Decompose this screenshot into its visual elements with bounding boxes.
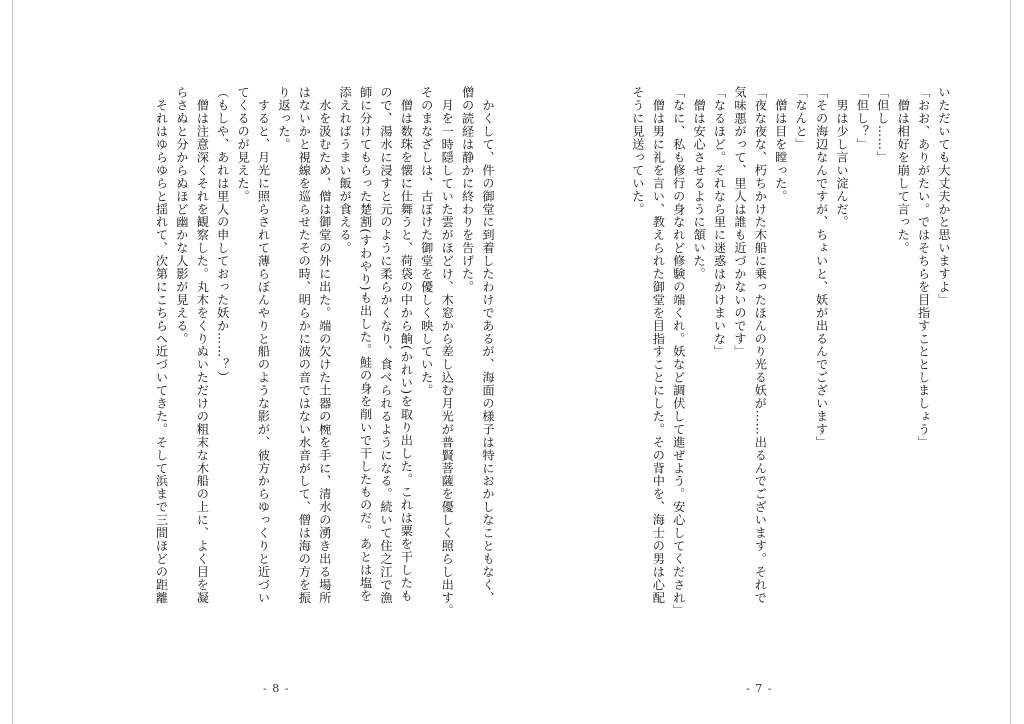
right-page [511, 0, 1010, 724]
text-line: 「なに、私も修行の身なれど修験の端くれ。妖など調伏して進ぜよう。安心してくだされ」 [671, 86, 686, 617]
text-line: 「但し？」 [855, 86, 870, 151]
text-line: り返った。 [276, 86, 291, 151]
text-line: すると、月光に照らされて薄らぼんやりと船のような影が、彼方からゆっくりと近づい [256, 86, 271, 604]
text-line: 僧は数珠を懐に仕舞うと、荷袋の中から餉(かれい)を取り出した。これは粟を干したも [399, 86, 414, 603]
text-line: 月を一時隠していた雲がほどけ、木窓から差し込む月光が普賢菩薩を優しく照らし出す。 [440, 86, 455, 617]
text-line: 「その海辺なんですが、ちょいと、妖が出るんでございます」 [814, 86, 829, 449]
text-line: 「なるほど。それなら里に迷惑はかけまいな」 [712, 86, 727, 358]
text-line: 水を汲むため、僧は御堂の外に出た。端の欠けた土器の椀を手に、清水の湧き出る場所 [317, 86, 332, 604]
text-line: 僧は男に礼を言い、教えられた御堂を目指すことにした。その背中を、海士の男は心配 [651, 86, 666, 604]
text-line: 僧は目を瞠った。 [773, 86, 788, 203]
text-line: かくして、件の御堂に到着したわけであるが、海面の様子は特におかしなこともなく、 [481, 86, 495, 604]
text-line: 気味悪がって、里人は誰も近づかないのです」 [732, 86, 747, 358]
left-page-text [151, 86, 498, 686]
text-line: それはゆらゆらと揺れて、次第にこちらへ近づいてきた。そして浜まで三間ほどの距離 [154, 86, 169, 604]
text-line: 「なんと」 [794, 86, 809, 151]
left-page [13, 0, 510, 724]
text-line: 僧は注意深くそれを観察した。丸木をくりぬいただけの粗末な木船の上に、よく目を凝 [195, 86, 210, 604]
text-line: 僧の読経は静かに終わりを告げた。 [460, 86, 475, 294]
left-page-number: - 8 - [263, 682, 290, 695]
text-line: 僧は相好を崩して言った。 [896, 86, 911, 255]
text-line: 「おお、ありがたい。ではそちらを目指すこととしましょう」 [916, 86, 931, 449]
right-page-text [628, 86, 955, 686]
text-line: そのまなざしは、古ぼけた御堂を優しく映していた。 [419, 86, 434, 397]
text-line: 男は少し言い淀んだ。 [834, 86, 849, 229]
right-page-number: - 7 - [746, 682, 773, 695]
text-line: てくるのが見えた。 [236, 86, 251, 203]
text-line: 添えればうまい飯が食える。 [338, 86, 353, 255]
text-line: （もしや、あれは里人の申しておった妖か……？） [215, 86, 230, 384]
text-line: 師に分けてもらった楚割(すわやり)も出した。鮭の身を削いで干したものだ。あとは塩を [358, 86, 373, 603]
text-line: いただいても大丈夫かと思いますよ」 [937, 86, 951, 307]
text-line: 「夜な夜な、朽ちかけた木船に乗ったほんのり光る妖が……出るんでございます。それで [753, 86, 768, 604]
text-line: ので、湯水に浸すと元のように柔らかくなり、食べられるようになる。続いて住之江で漁 [378, 86, 393, 604]
text-line: 僧は安心させるように頷いた。 [692, 86, 707, 281]
text-line: らさぬと分からぬほど幽かな人影が見える。 [174, 86, 189, 345]
text-line: 「但し……」 [875, 86, 890, 164]
text-line: はないかと視線を巡らせたその時、明らかに波の音ではない水音がして、僧は海の方を振 [297, 86, 312, 604]
text-line: そうに見送っていた。 [630, 86, 645, 216]
right-page-edge [1010, 0, 1011, 724]
